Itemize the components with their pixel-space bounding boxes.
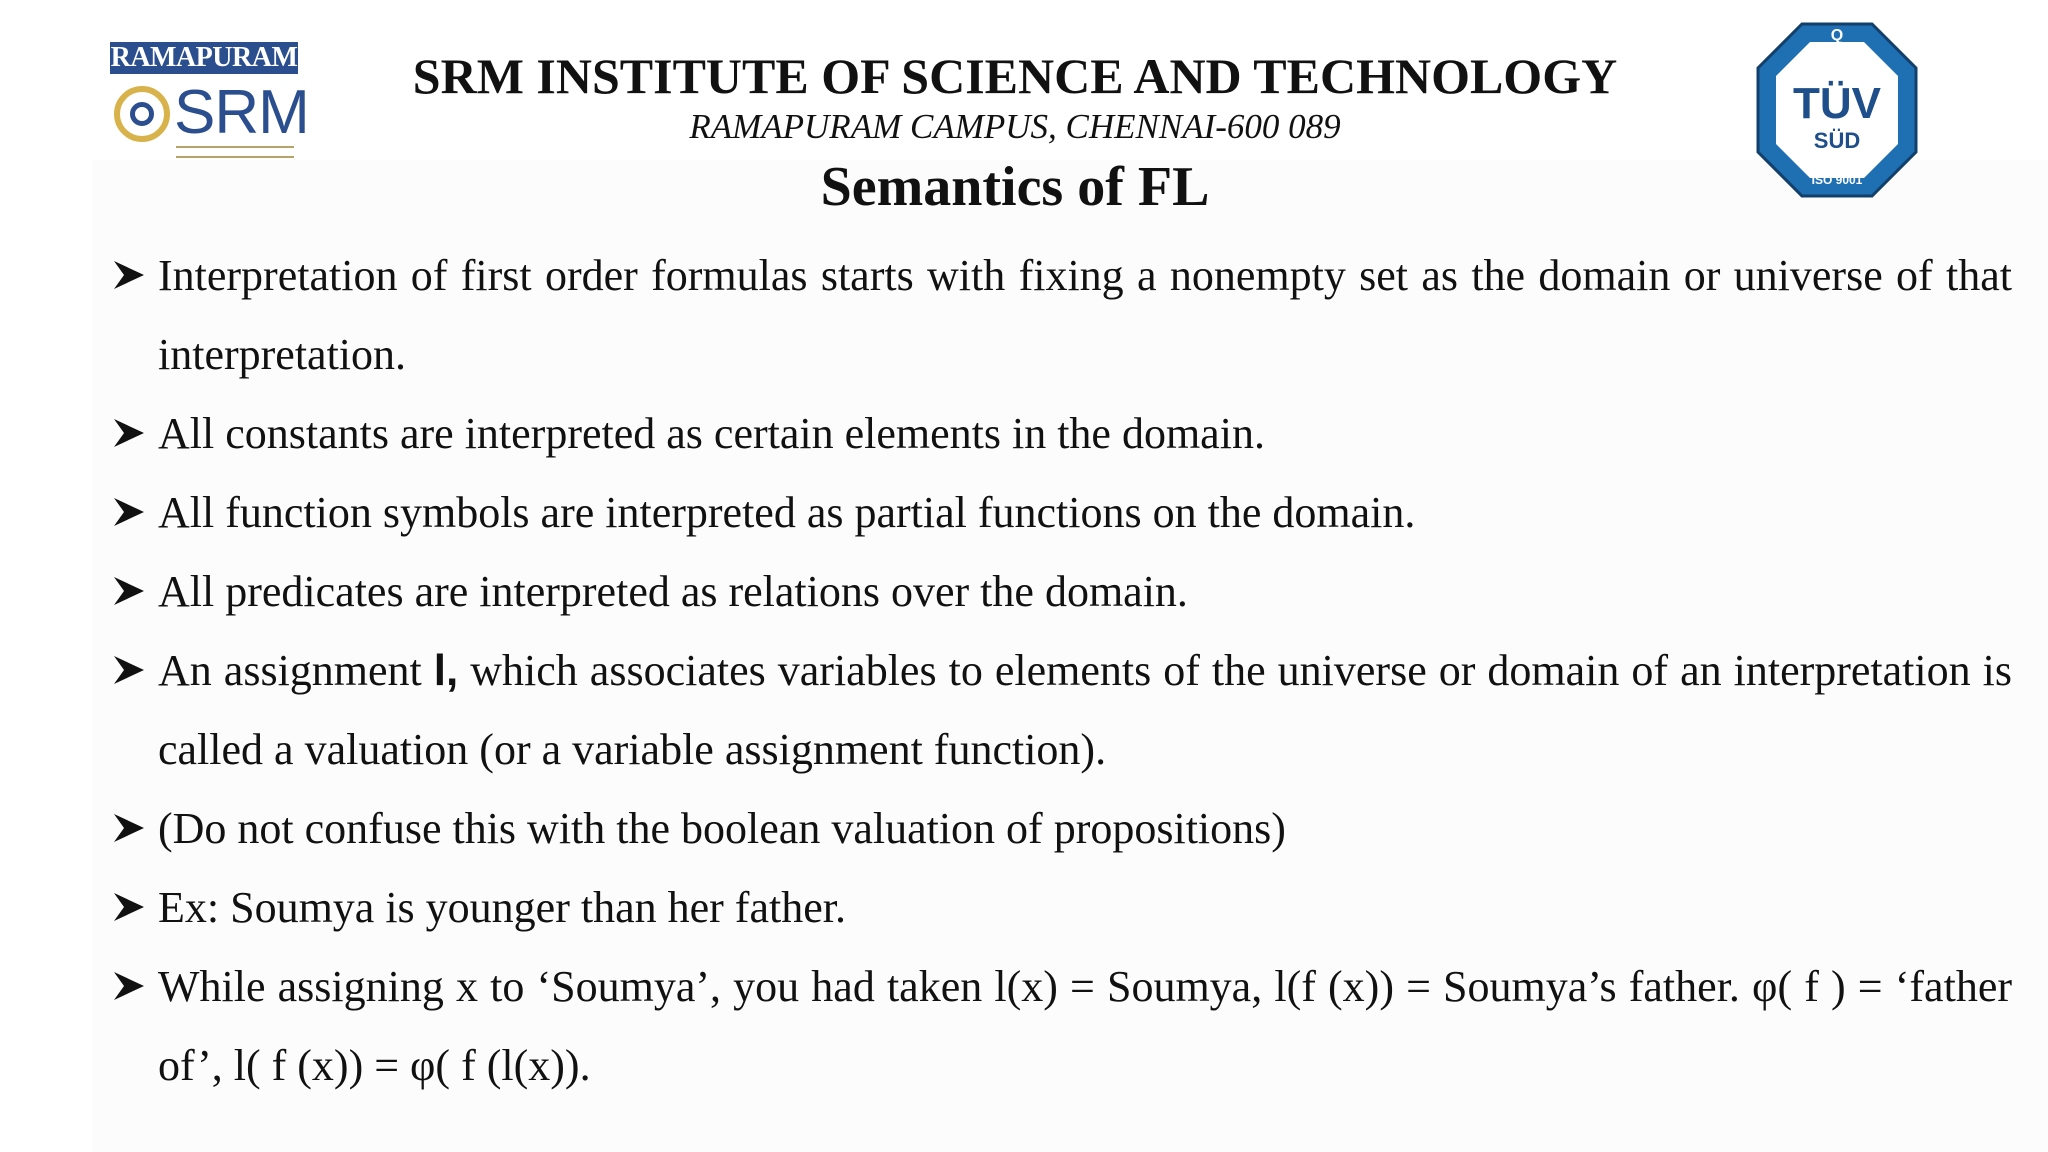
list-item xyxy=(112,868,2012,947)
iso-text: ISO 9001 xyxy=(1811,173,1863,187)
list-item xyxy=(112,631,2012,789)
arrow-bullet-icon xyxy=(112,812,146,844)
tuv-q-text: Q xyxy=(1830,27,1844,44)
bullet-list xyxy=(112,236,2012,1105)
bullet-text-before: An assignment xyxy=(158,646,434,695)
slide-title: Semantics of FL xyxy=(820,156,1210,218)
bullet-text: All function symbols are interpreted as partial functions on the domain. xyxy=(158,488,1416,537)
arrow-bullet-icon xyxy=(112,259,146,291)
bullet-text: All constants are interpreted as certain elements in the domain. xyxy=(158,409,1265,458)
bullet-text: Ex: Soumya is younger than her father. xyxy=(158,883,846,932)
srm-logo-text: SRM xyxy=(174,78,309,147)
list-item xyxy=(112,473,2012,552)
list-item xyxy=(112,552,2012,631)
list-item xyxy=(112,947,2012,1105)
bullet-text: Interpretation of first order formulas starts with fixing a nonempty set as the domain or universe of that interpretation. xyxy=(158,251,2012,379)
institute-name: SRM INSTITUTE OF SCIENCE AND TECHNOLOGY xyxy=(412,48,1618,104)
bullet-text-after: which associates variables to elements of the universe or domain of an interpretation is called a valuation (or a variable assignment function). xyxy=(158,646,2012,774)
arrow-bullet-icon xyxy=(112,970,146,1002)
arrow-bullet-icon xyxy=(112,654,146,686)
srm-logo-campus-text: RAMAPURAM xyxy=(110,42,298,73)
tuv-sud-logo xyxy=(1754,20,1920,200)
bullet-text: All predicates are interpreted as relations over the domain. xyxy=(158,567,1188,616)
assignment-symbol: l, xyxy=(433,646,459,695)
bullet-text: (Do not confuse this with the boolean valuation of propositions) xyxy=(158,804,1286,853)
bullet-text: While assigning x to ‘Soumya’, you had taken l(x) = Soumya, l(f (x)) = Soumya’s father. φ( f ) = ‘father of’, l( f (x)) = φ( f (l(x)). xyxy=(158,962,2012,1090)
list-item xyxy=(112,789,2012,868)
arrow-bullet-icon xyxy=(112,496,146,528)
sud-text: SÜD xyxy=(1813,128,1861,153)
campus-address: RAMAPURAM CAMPUS, CHENNAI-600 089 xyxy=(689,107,1341,146)
list-item xyxy=(112,394,2012,473)
bullet-text xyxy=(158,646,2012,774)
arrow-bullet-icon xyxy=(112,575,146,607)
list-item xyxy=(112,236,2012,394)
tuv-text: TÜV xyxy=(1793,79,1881,128)
arrow-bullet-icon xyxy=(112,891,146,923)
arrow-bullet-icon xyxy=(112,417,146,449)
